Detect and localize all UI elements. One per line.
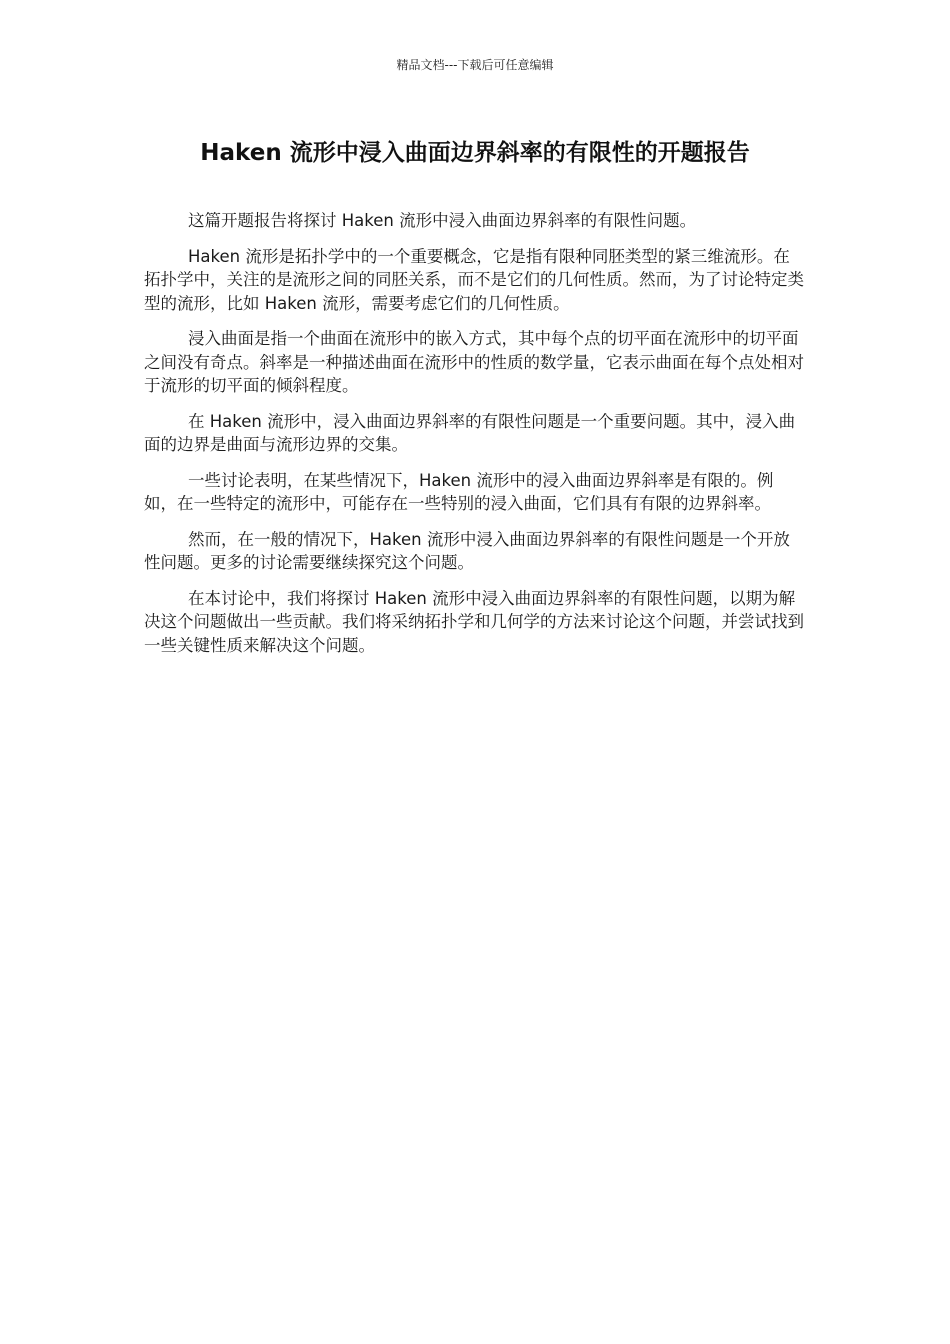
- document-body: [144, 209, 806, 669]
- paragraph-conclusion: 在本讨论中，我们将探讨 Haken 流形中浸入曲面边界斜率的有限性问题，以期为解决这个问题做出一些贡献。我们将采纳拓扑学和几何学的方法来讨论这个问题，并尝试找到一些关键性质来解决这个问题。: [144, 588, 804, 655]
- paragraph-intro: 这篇开题报告将探讨 Haken 流形中浸入曲面边界斜率的有限性问题。: [188, 211, 697, 230]
- paragraph-finite-cases: 一些讨论表明，在某些情况下，Haken 流形中的浸入曲面边界斜率是有限的。例如，在一些特定的流形中，可能存在一些特别的浸入曲面，它们具有有限的边界斜率。: [144, 470, 774, 513]
- header-note: 精品文档---下载后可任意编辑: [396, 58, 554, 72]
- paragraph-boundary-slope-problem: 在 Haken 流形中，浸入曲面边界斜率的有限性问题是一个重要问题。其中，浸入曲面的边界是曲面与流形边界的交集。: [144, 411, 796, 454]
- paragraph-immersed-surface: 浸入曲面是指一个曲面在流形中的嵌入方式，其中每个点的切平面在流形中的切平面之间没有奇点。斜率是一种描述曲面在流形中的性质的数学量，它表示曲面在每个点处相对于流形的切平面的倾斜程度。: [144, 329, 804, 395]
- paragraph-haken-manifold: Haken 流形是拓扑学中的一个重要概念，它是指有限种同胚类型的紧三维流形。在拓扑学中，关注的是流形之间的同胚关系，而不是它们的几何性质。然而，为了讨论特定类型的流形，比如 Haken 流形，需要考虑它们的几何性质。: [144, 246, 804, 313]
- document-title: Haken 流形中浸入曲面边界斜率的有限性的开题报告: [200, 140, 750, 166]
- paragraph-open-problem: 然而，在一般的情况下，Haken 流形中浸入曲面边界斜率的有限性问题是一个开放性问题。更多的讨论需要继续探究这个问题。: [144, 529, 790, 572]
